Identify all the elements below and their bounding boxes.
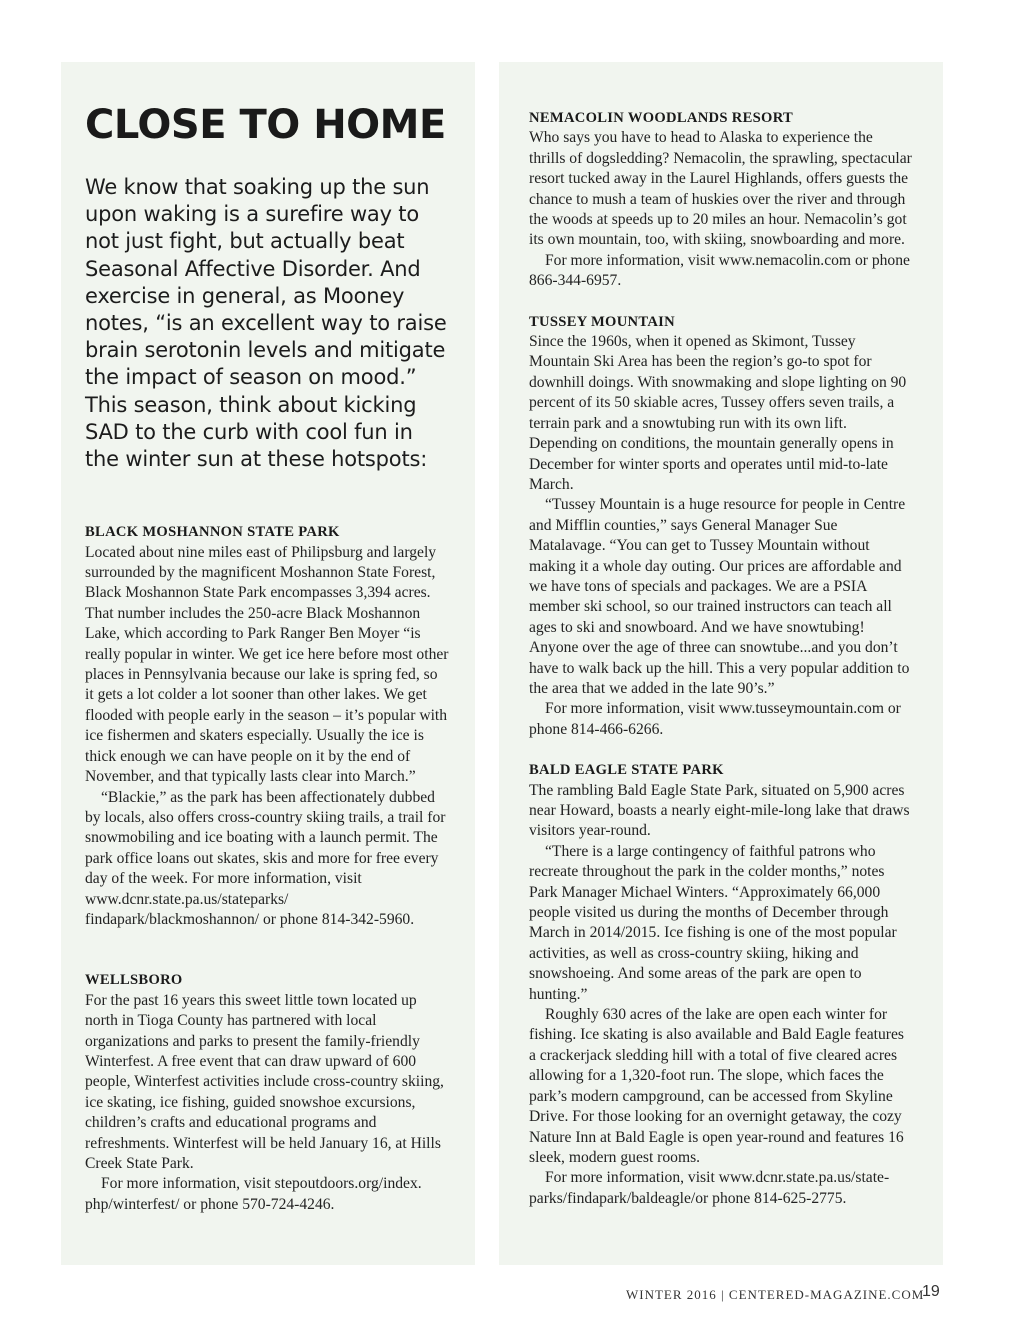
right-column	[499, 62, 943, 1265]
section-title: WELLSBORO	[85, 972, 183, 989]
section-paragraph: The rambling Bald Eagle State Park, situated on 5,900 acres near Howard, boasts a nearly eight-mile-long lake that draws visitors year-round.	[529, 781, 910, 840]
section-paragraph: “Blackie,” as the park has been affectionately dubbed by locals, also offers cross-country skiing trails, a trail for snowmobiling and ice boating with a launch permit. The park office loans out skates, skis and more for free every day of the week. For more information, visit www.dcnr.state.pa.us/stateparks/ findapark/blackmoshannon/ or phone 814-342-5960.	[85, 788, 446, 928]
section-paragraph: For more information, visit www.nemacolin.com or phone 866-344-6957.	[529, 251, 910, 290]
page-number: 19	[922, 1283, 940, 1300]
section-paragraph: Since the 1960s, when it opened as Skimont, Tussey Mountain Ski Area has been the region’s go-to spot for downhill doings. With snowmaking and slope lighting on 90 percent of its 50 skiable acres, Tussey offers seven trails, a terrain park and a snowtubing run with its own lift. Depending on conditions, the mountain generally opens in December for winter sports and operates until mid-to-late March.	[529, 333, 907, 493]
section-tussey-mountain	[529, 312, 913, 741]
intro-text: We know that soaking up the sun upon waking is a surefire way to not just fight, but actually beat Seasonal Affective Disorder. And exercise in general, as Mooney notes, “is an excellent way to raise brain serotonin levels and mitigate the impact of season on mood.” This season, think about kicking SAD to the curb with cool fun in the winter sun at these hotspots:	[85, 175, 447, 472]
section-nemacolin	[529, 108, 913, 292]
left-column	[61, 62, 475, 1265]
section-paragraph: For more information, visit www.tusseymountain.com or phone 814-466-6266.	[529, 700, 901, 738]
footer-text: WINTER 2016 | CENTERED-MAGAZINE.COM	[626, 1287, 925, 1302]
section-paragraph: For the past 16 years this sweet little town located up north in Tioga County has partnered with local organizations and parks to present the family-friendly Winterfest. A free event that can draw upward of 600 people, Winterfest activities include cross-country skiing, ice skating, ice fishing, guided snowshoe excursions, children’s crafts and educational programs and refreshments. Winterfest will be held January 16, at Hills Creek State Park.	[85, 991, 444, 1173]
section-paragraph: Roughly 630 acres of the lake are open each winter for fishing. Ice skating is also available and Bald Eagle features a crackerjack sledding hill with a total of five cleared acres allowing for a 1,320-foot run. The slope, which faces the park’s modern campground, can be accessed from Skyline Drive. For those looking for an overnight getaway, the cozy Nature Inn at Bald Eagle is open year-round and features 16 sleek, modern guest rooms.	[529, 1006, 904, 1166]
section-title: BLACK MOSHANNON STATE PARK	[85, 524, 340, 541]
headline: CLOSE TO HOME	[85, 102, 446, 148]
section-wellsboro	[85, 970, 449, 1215]
section-paragraph: Located about nine miles east of Philipsburg and largely surrounded by the magnificent Moshannon State Forest, Black Moshannon State Park encompasses 3,394 acres. That number includes the 250-acre Black Moshannon Lake, which according to Park Ranger Ben Moyer “is really popular in winter. We get ice here before most other places in Pennsylvania because our lake is spring fed, so it gets a lot colder a lot sooner than other lakes. We get flooded with people early in the season – it’s popular with ice fishermen and skaters especially. Usually the ice is thick enough we can have people on it by the end of November, and that typically lasts clear into March.”	[85, 543, 449, 786]
section-paragraph: “There is a large contingency of faithful patrons who recreate throughout the park in the colder months,” notes Park Manager Michael Winters. “Approximately 66,000 people visited us during the months of December through March in 2014/2015. Ice fishing is one of the most popular activities, as well as cross-country skiing, hiking and snowshoeing. And some areas of the park are open to hunting.”	[529, 842, 897, 1003]
section-title: NEMACOLIN WOODLANDS RESORT	[529, 110, 794, 126]
section-bald-eagle	[529, 760, 913, 1209]
section-paragraph: For more information, visit www.dcnr.state.pa.us/stateparks/findapark/baldeagle/or phone 814-625-2775.	[529, 1169, 890, 1207]
section-title: BALD EAGLE STATE PARK	[529, 762, 724, 779]
section-black-moshannon	[85, 522, 449, 930]
section-title: TUSSEY MOUNTAIN	[529, 313, 675, 330]
section-paragraph: Who says you have to head to Alaska to experience the thrills of dogsledding? Nemacolin, the sprawling, spectacular resort tucked away in the Laurel Highlands, offers guests the chance to mush a team of huskies over the river and through the woods at speeds up to 20 miles an hour. Nemacolin’s got its own mountain, too, with skiing, snowboarding and more.	[529, 129, 912, 249]
section-paragraph: For more information, visit stepoutdoors.org/index. php/winterfest/ or phone 570-724-4246.	[85, 1175, 422, 1213]
section-paragraph: “Tussey Mountain is a huge resource for people in Centre and Mifflin counties,” says General Manager Sue Matalavage. “You can get to Tussey Mountain without making it a whole day outing. Our prices are affordable and we have tons of specials and packages. We are a PSIA member ski school, so our trained instructors can teach all ages to ski and snowboard. And we have snowtubing! Anyone over the age of three can snowtube...and you don’t have to walk back up the hill. This a very popular addition to the area that we added in the late 90’s.”	[529, 496, 910, 697]
